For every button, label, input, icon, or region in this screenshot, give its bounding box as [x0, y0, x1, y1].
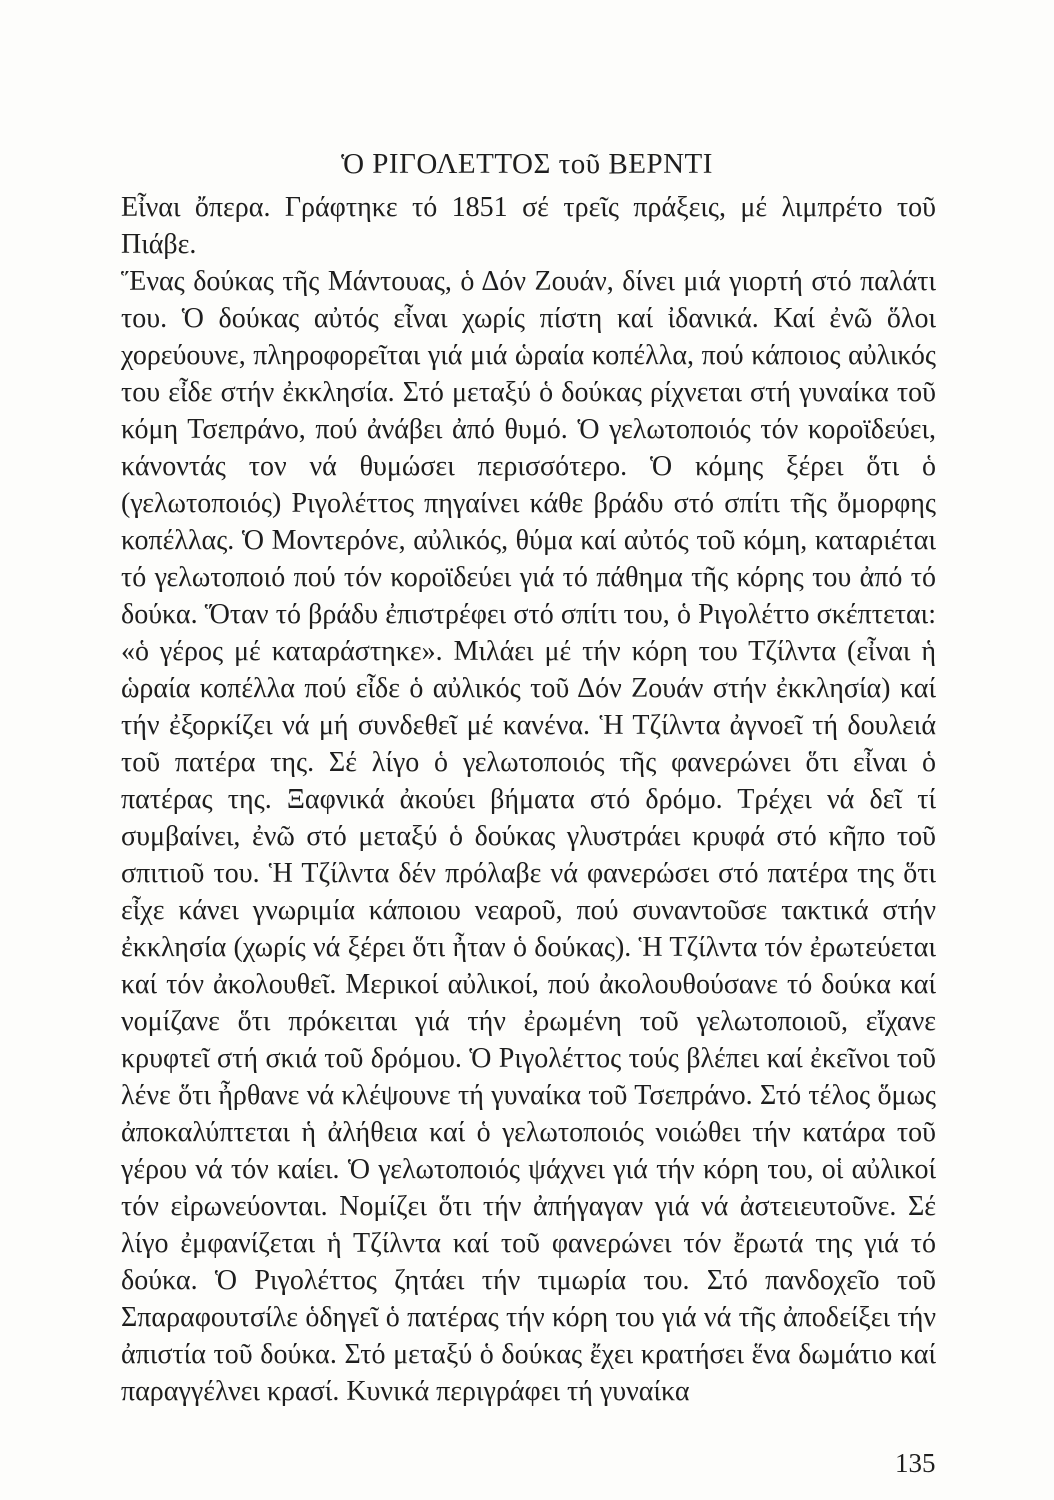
paragraph-intro: Εἶναι ὄπερα. Γράφτηκε τό 1851 σέ τρεῖς πράξεις, μέ λιμπρέτο τοῦ Πιάβε. — [121, 192, 936, 260]
page-title: Ὁ ΡΙΓΟΛΕΤΤΟΣ τοῦ ΒΕΡΝΤΙ — [341, 148, 713, 180]
paragraph-synopsis: Ἕνας δούκας τῆς Μάντουας, ὁ Δόν Ζουάν, δίνει μιά γιορτή στό παλάτι του. Ὁ δούκας αὐτός εἶναι χωρίς πίστη καί ἰδανικά. Καί ἐνῶ ὅλοι χορεύουνε, πληροφορεῖται γιά μιά ὡραία κοπέλλα, πού κάποιος αὐλικός του εἶδε στήν ἐκκλησία. Στό μεταξύ ὁ δούκας ρίχνεται στή γυναίκα τοῦ κόμη Τσεπράνο, πού ἀνάβει ἀπό θυμό. Ὁ γελωτοποιός τόν κοροϊδεύει, κάνοντάς τον νά θυμώσει περισσότερο. Ὁ κόμης ξέρει ὅτι ὁ (γελωτοποιός) Ριγολέττος πηγαίνει κάθε βράδυ στό σπίτι τῆς ὄμορφης κοπέλλας. Ὁ Μοντερόνε, αὐλικός, θύμα καί αὐτός τοῦ κόμη, καταριέται τό γελωτοποιό πού τόν κοροϊδεύει γιά τό πάθημα τῆς κόρης του ἀπό τό δούκα. Ὅταν τό βράδυ ἐπιστρέφει στό σπίτι του, ὁ Ριγολέττο σκέπτεται: «ὁ γέρος μέ καταράστηκε». Μιλάει μέ τήν κόρη του Τζίλντα (εἶναι ἡ ὡραία κοπέλλα πού εἶδε ὁ αὐλικός τοῦ Δόν Ζουάν στήν ἐκκλησία) καί τήν ἐξορκίζει νά μή συνδεθεῖ μέ κανένα. Ἡ Τζίλντα ἀγνοεῖ τή δουλειά τοῦ πατέρα της. Σέ λίγο ὁ γελωτοποιός τῆς φανερώνει ὅτι εἶναι ὁ πατέρας της. Ξαφνικά ἀκούει βήματα στό δρόμο. Τρέχει νά δεῖ τί συμβαίνει, ἐνῶ στό μεταξύ ὁ δούκας γλυστράει κρυφά στό κῆπο τοῦ σπιτιοῦ του. Ἡ Τζίλντα δέν πρόλαβε νά φανερώσει στό πατέρα της ὅτι εἶχε κάνει γνωριμία κάποιου νεαροῦ, πού συναντοῦσε τακτικά στήν ἐκκλησία (χωρίς νά ξέρει ὅτι ἦταν ὁ δούκας). Ἡ Τζίλντα τόν ἐρωτεύεται καί τόν ἀκολουθεῖ. Μερικοί αὐλικοί, πού ἀκολουθούσανε τό δούκα καί νομίζανε ὅτι πρόκειται γιά τήν ἐρωμένη τοῦ γελωτοποιοῦ, εἴχανε κρυφτεῖ στή σκιά τοῦ δρόμου. Ὁ Ριγολέττος τούς βλέπει καί ἐκεῖνοι τοῦ λένε ὅτι ἦρθανε νά κλέψουνε τή γυναίκα τοῦ Τσεπράνο. Στό τέλος ὅμως ἀποκαλύπτεται ἡ ἀλήθεια καί ὁ γελωτοποιός νοιώθει τήν κατάρα τοῦ γέρου νά τόν καίει. Ὁ γελωτοποιός ψάχνει γιά τήν κόρη του, οἱ αὐλικοί τόν εἰρωνεύονται. Νομίζει ὅτι τήν ἀπήγαγαν γιά νά ἀστειευτοῦνε. Σέ λίγο ἐμφανίζεται ἡ Τζίλντα καί τοῦ φανερώνει τόν ἔρωτά της γιά τό δούκα. Ὁ Ριγολέττος ζητάει τήν τιμωρία του. Στό πανδοχεῖο τοῦ Σπαραφουτσίλε ὁδηγεῖ ὁ πατέρας τήν κόρη του γιά νά τῆς ἀποδείξει τήν ἀπιστία τοῦ δούκα. Στό μεταξύ ὁ δούκας ἔχει κρατήσει ἕνα δωμάτιο καί παραγγέλνει κρασί. Κυνικά περιγράφει τή γυναίκα — [121, 266, 936, 1407]
page-number: 135 — [895, 1448, 936, 1478]
body-text — [121, 189, 936, 1410]
